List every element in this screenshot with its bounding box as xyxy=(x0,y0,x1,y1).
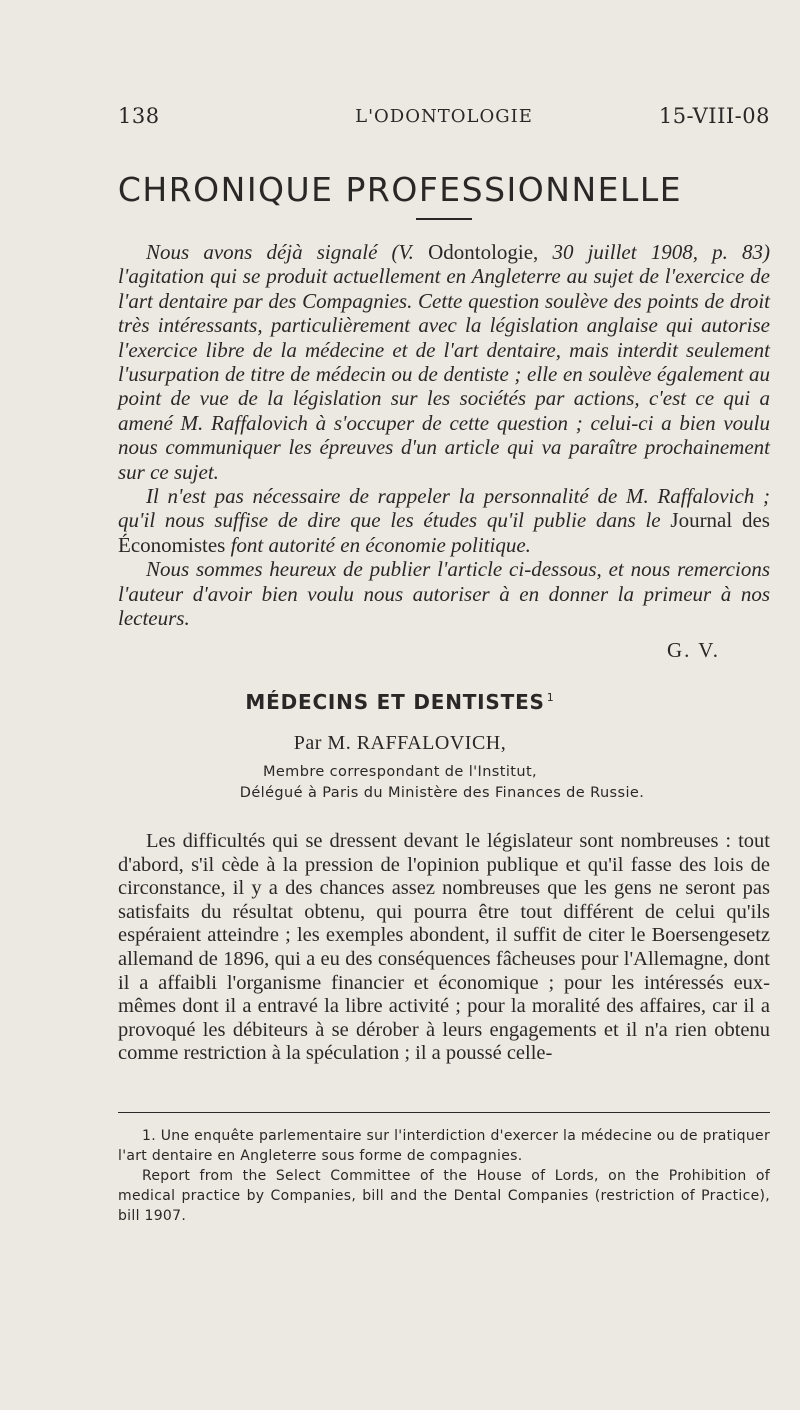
article-title xyxy=(0,690,800,714)
intro-p2-journal: Journal des Économistes xyxy=(118,508,770,557)
footnote-1: 1. Une enquête parlementaire sur l'interdiction d'exercer la médecine ou de pratiquer l'art dentaire en Angleterre sous forme de compagnies. xyxy=(118,1128,770,1164)
title-divider xyxy=(416,218,472,220)
intro-p1-text-a: Nous avons déjà signalé (V. xyxy=(146,240,429,264)
footnote-reference: 1 xyxy=(546,691,555,705)
intro-paragraph-2 xyxy=(118,484,770,557)
intro-paragraph-1 xyxy=(118,240,770,484)
footnote-divider xyxy=(118,1112,770,1113)
article-title-text: MÉDECINS ET DENTISTES xyxy=(245,690,545,714)
intro-p2-text-b: font autorité en économie politique. xyxy=(225,532,531,557)
footnote-1-continuation: Report from the Select Committee of the House of Lords, on the Prohibition of medical practice by Companies, bill and the Dental Companies (restriction of Practice), bill 1907. xyxy=(118,1168,770,1224)
body-paragraph: Les difficultés qui se dressent devant le législateur sont nombreuses : tout d'abord, s'il cède à la pression de l'opinion publique et qu'il fasse des lois de circonstance, il y a des chances assez nombreuses que les gens ne seront pas satisfaits du résultat obtenu, qui pourra être tout différent de celui qu'ils espéraient atteindre ; les exemples abondent, il suffit de citer le Boersengesetz allemand de 1896, qui a eu des conséquences fâcheuses pour l'Allemagne, dont il a affaibli l'organisme financier et économique ; pour les intéressés eux-mêmes dont il a entravé la libre activité ; pour la moralité des affaires, car il a provoqué les débiteurs à se dérober à leurs engagements et il n'a rien obtenu comme restriction à la spéculation ; il a poussé celle- xyxy=(118,830,770,1065)
intro-paragraph-3: Nous sommes heureux de publier l'article ci-dessous, et nous remercions l'auteur d'avoir bien voulu nous autoriser à en donner la primeur à nos lecteurs. xyxy=(118,557,770,631)
editor-signature: G. V. xyxy=(667,638,720,662)
footnotes xyxy=(118,1126,770,1226)
journal-name: L'ODONTOLOGIE xyxy=(355,106,533,127)
page-number: 138 xyxy=(118,104,160,128)
running-head xyxy=(118,104,770,134)
author-affiliation-1: Membre correspondant de l'Institut, xyxy=(262,764,538,780)
author-affiliation-2: Délégué à Paris du Ministère des Finances de Russie. xyxy=(239,785,645,801)
author-byline: Par M. RAFFALOVICH, xyxy=(293,732,507,754)
issue-date: 15-VIII-08 xyxy=(658,104,770,128)
editorial-intro xyxy=(118,240,770,631)
section-title: CHRONIQUE PROFESSIONNELLE xyxy=(117,170,683,209)
article-body xyxy=(118,830,770,1066)
intro-p2-text-a: Il n'est pas nécessaire de rappeler la personnalité de M. Raffalovich ; qu'il nous suffise de dire que les études qu'il publie dans le xyxy=(118,484,770,533)
intro-p1-text-b: 30 juillet 1908, p. 83) l'agitation qui se produit actuellement en Angleterre au sujet de l'exercice de l'art dentaire par des Compagnies. Cette question soulève des points de droit très intéressants, particulièrement avec la législation anglaise qui autorise l'exercice libre de la médecine et de l'art dentaire, mais interdit seulement l'usurpation de titre de médecin ou de dentiste ; elle en soulève également au point de vue de la législation sur les sociétés par actions, c'est ce qui a amené M. Raffalovich à s'occuper de cette question ; celui-ci a bien voulu nous communiquer les épreuves d'un article qui va paraître prochainement sur ce sujet. xyxy=(118,240,770,484)
intro-p1-journal: Odontologie, xyxy=(428,240,539,264)
